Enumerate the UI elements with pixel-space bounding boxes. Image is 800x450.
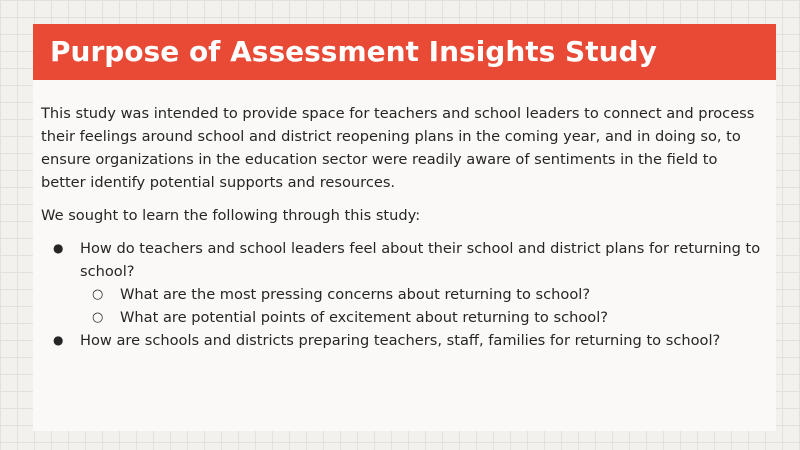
bullet-circle-icon: ○ <box>92 310 104 325</box>
bullet-dot-icon: ● <box>53 333 64 347</box>
bullet-circle-icon: ○ <box>92 287 104 302</box>
intro-paragraph: This study was intended to provide space for teachers and school leaders to connect and process their feelings around school and district reopening plans in the coming year, and in doing so, to ensure organizations in the education sector were readily aware of sentiments in the field to better identify potential supports and resources. <box>41 105 755 191</box>
title-bar <box>33 24 776 80</box>
list-item-text: How are schools and districts preparing teachers, staff, families for returning to school? <box>80 332 721 349</box>
slide <box>33 24 776 431</box>
sub-list-item-text: What are the most pressing concerns about returning to school? <box>120 286 591 303</box>
sub-list-item <box>80 306 761 329</box>
sub-list-item-text: What are potential points of excitement about returning to school? <box>120 309 609 326</box>
slide-title: Purpose of Assessment Insights Study <box>50 35 657 68</box>
list-item <box>41 237 761 329</box>
slide-body <box>41 102 761 352</box>
lead-in-paragraph: We sought to learn the following through this study: <box>41 207 421 224</box>
bullet-dot-icon: ● <box>53 241 64 255</box>
sub-question-list <box>80 283 761 329</box>
list-item <box>41 329 761 352</box>
sub-list-item <box>80 283 761 306</box>
list-item-text: How do teachers and school leaders feel about their school and district plans for returning to school? <box>80 240 761 280</box>
question-list <box>41 237 761 352</box>
